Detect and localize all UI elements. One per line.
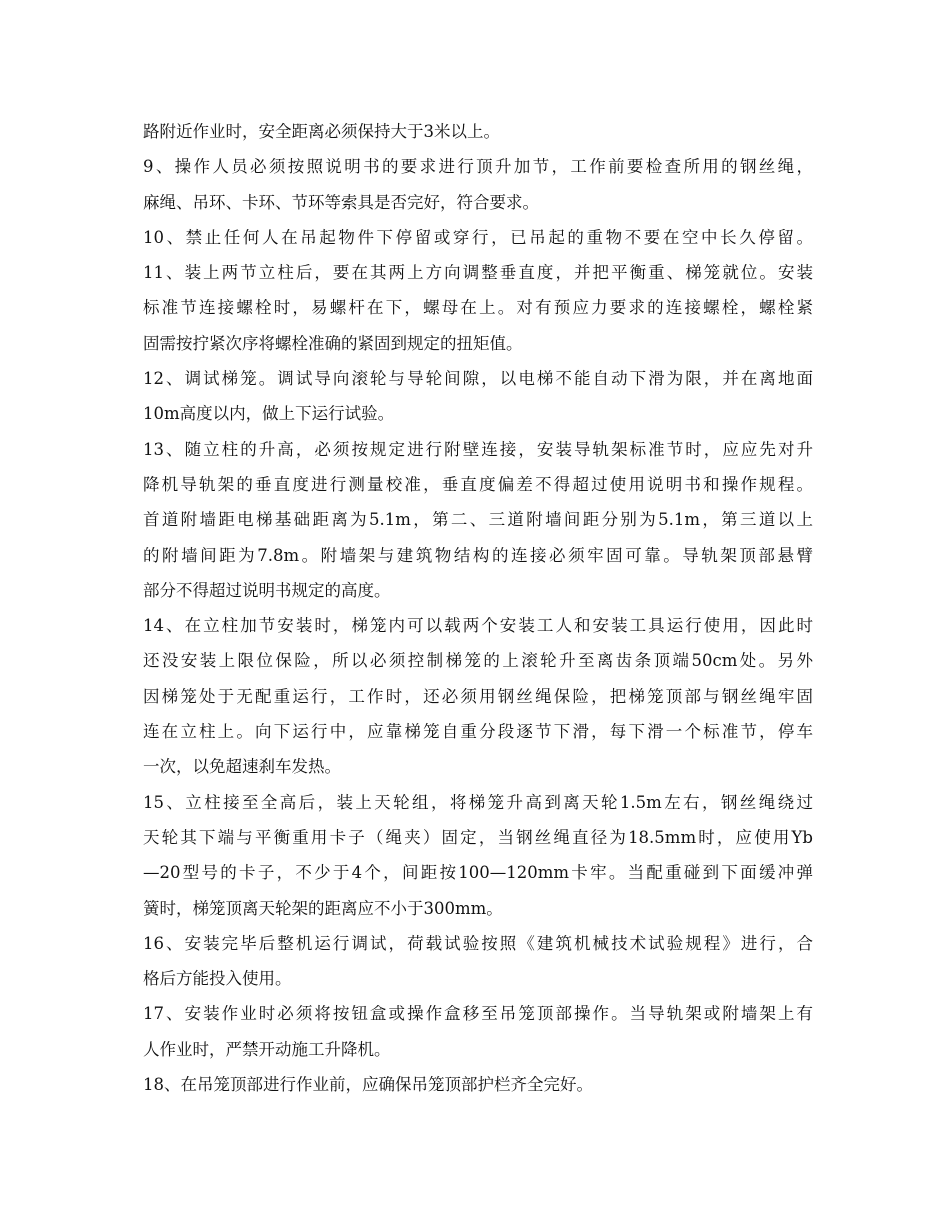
text-line: 因梯笼处于无配重运行，工作时，还必须用钢丝绳保险，把梯笼顶部与钢丝绳牢固 xyxy=(143,686,813,706)
text-line: 的附墙间距为7.8m。附墙架与建筑物结构的连接必须牢固可靠。导轨架顶部悬臂 xyxy=(143,545,813,565)
text-line: 麻绳、吊环、卡环、节环等索具是否完好，符合要求。 xyxy=(143,192,539,212)
document-body xyxy=(143,114,813,1102)
text-line: 13、随立柱的升高，必须按规定进行附壁连接，安装导轨架标准节时，应应先对升 xyxy=(143,439,813,459)
text-line: 连在立柱上。向下运行中，应靠梯笼自重分段逐节下滑，每下滑一个标准节，停车 xyxy=(143,722,813,742)
text-line: 降机导轨架的垂直度进行测量校准，垂直度偏差不得超过使用说明书和操作规程。 xyxy=(143,474,813,494)
text-line: 还没安装上限位保险，所以必须控制梯笼的上滚轮升至离齿条顶端50cm处。另外 xyxy=(143,651,813,671)
text-line: 10m高度以内，做上下运行试验。 xyxy=(143,404,395,424)
text-line: 部分不得超过说明书规定的高度。 xyxy=(143,580,391,600)
text-line: 格后方能投入使用。 xyxy=(143,969,292,989)
text-line: 人作业时，严禁开动施工升降机。 xyxy=(143,1039,391,1059)
text-line: 17、安装作业时必须将按钮盒或操作盒移至吊笼顶部操作。当导轨架或附墙架上有 xyxy=(143,1004,813,1024)
text-line: 15、立柱接至全高后，装上天轮组，将梯笼升高到离天轮1.5m左右，钢丝绳绕过 xyxy=(143,792,813,812)
text-line: 天轮其下端与平衡重用卡子（绳夹）固定，当钢丝绳直径为18.5mm时，应使用Yb xyxy=(143,827,813,847)
text-line: 11、装上两节立柱后，要在其两上方向调整垂直度，并把平衡重、梯笼就位。安装 xyxy=(143,263,813,283)
text-line: 12、调试梯笼。调试导向滚轮与导轮间隙，以电梯不能自动下滑为限，并在离地面 xyxy=(143,369,813,389)
text-line: 簧时，梯笼顶离天轮架的距离应不小于300mm。 xyxy=(143,898,503,918)
text-line: 18、在吊笼顶部进行作业前，应确保吊笼顶部护栏齐全完好。 xyxy=(143,1075,593,1095)
text-line: 首道附墙距电梯基础距离为5.1m，第二、三道附墙间距分别为5.1m，第三道以上 xyxy=(143,510,813,530)
text-line: —20型号的卡子，不少于4个，间距按100—120mm卡牢。当配重碰到下面缓冲弹 xyxy=(143,863,813,883)
text-line: 标准节连接螺栓时，易螺杆在下，螺母在上。对有预应力要求的连接螺栓，螺栓紧 xyxy=(143,298,813,318)
text-line: 固需按拧紧次序将螺栓准确的紧固到规定的扭矩值。 xyxy=(143,333,523,353)
text-line: 一次，以免超速刹车发热。 xyxy=(143,757,341,777)
text-line: 14、在立柱加节安装时，梯笼内可以载两个安装工人和安装工具运行使用，因此时 xyxy=(143,616,813,636)
text-line: 9、操作人员必须按照说明书的要求进行顶升加节，工作前要检查所用的钢丝绳， xyxy=(143,157,813,177)
text-line: 路附近作业时，安全距离必须保持大于3米以上。 xyxy=(143,122,500,141)
text-line: 10、禁止任何人在吊起物件下停留或穿行，已吊起的重物不要在空中长久停留。 xyxy=(143,227,813,247)
text-line: 16、安装完毕后整机运行调试，荷载试验按照《建筑机械技术试验规程》进行，合 xyxy=(143,933,813,953)
